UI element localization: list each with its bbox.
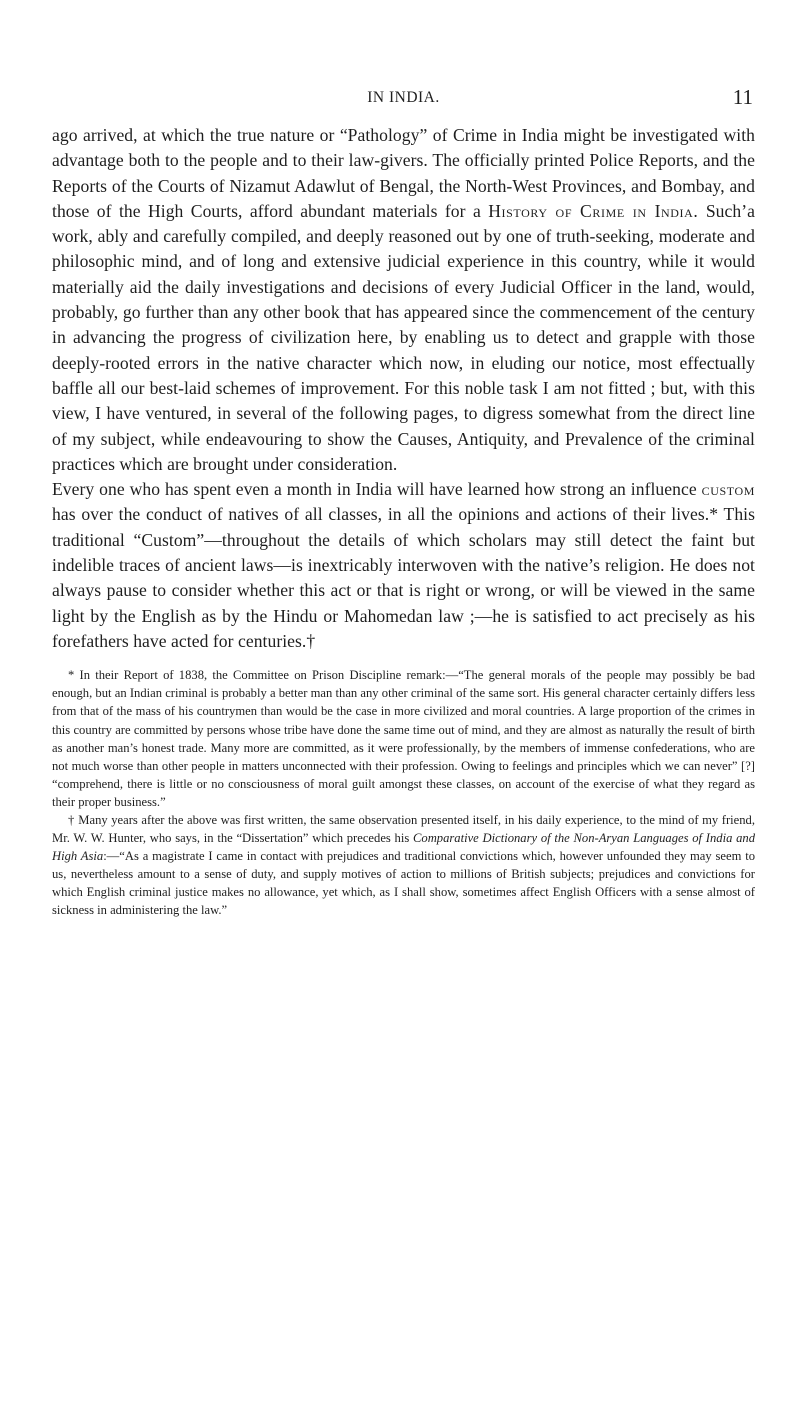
footnote-dagger-part-a: † Many years after the above was first written, the same observation presented itself, in his daily experience, to the mind of my friend, Mr. W. W. Hunter, who says, in the “Dissertation” which precedes his (52, 812, 755, 846)
custom-small-caps: custom (701, 479, 755, 500)
book-title-small-caps: History of Crime in India. (488, 200, 699, 221)
footnote-dagger-part-b: :—“As a magistrate I came in contact with prejudices and traditional convictions which, however unfounded they may seem to us, nevertheless amount to a sense of duty, and supply motives of action to millions of British subjects; prejudices and convictions for which English criminal justice makes no allowance, yet which, as I shall show, sometimes affect English Officers with a sense almost of sickness in administering the law.” (52, 849, 756, 918)
paragraph-2-part-a: Every one who has spent even a month in India will have learned how strong an influence (52, 479, 702, 500)
footnote-dagger (52, 811, 755, 920)
paragraph-1 (52, 123, 755, 477)
running-title: IN INDIA. (367, 89, 440, 106)
page-number: 11 (732, 85, 753, 109)
footnote-asterisk: * In their Report of 1838, the Committee on Prison Discipline remark:—“The general morals of the people may possibly be bad enough, but an Indian criminal is probably a better man than any other criminal of the same sort. His general character certainly differs less from that of the mass of his countrymen than would be the case in more civilized and moral countries. A large proportion of the crimes in this country are committed by persons whose tribe have done the same time out of mind, and they are almost as naturally the result of birth as another man’s honest trade. Many more are committed, as it were professionally, by the members of immense confederations, who are not much worse than other people in matters unconnected with their profession. Owing to feelings and principles which we can never” [?] “comprehend, there is little or no consciousness of moral guilt amongst these classes, on account of the exercise of what they regard as their proper business.” (52, 668, 755, 809)
footnote-book-title: Comparative Dictionary of the Non-Aryan Languages of India and High Asia (52, 831, 756, 864)
paragraph-2-part-b: has over the conduct of natives of all classes, in all the opinions and actions of their lives.* This traditional “Custom”—throughout the details of which scholars may still detect the faint but indelible traces of ancient laws—is inextricably interwoven with the native’s religion. He does not always pause to consider whether this act or that is right or wrong, or will be viewed in the same light by the English as by the Hindu or Mahomedan law ;—he is satisfied to act precisely as his forefathers have acted for centuries.† (52, 504, 755, 651)
book-page (52, 85, 755, 920)
paragraph-2 (52, 477, 755, 654)
paragraph-1-part-a: ago arrived, at which the true nature or “Pathology” of Crime in India might be investigated with advantage both to the people and to their law-givers. The officially printed Police Reports, and the Reports of the Courts of Nizamut Adawlut of Bengal, the North-West Provinces, and Bombay, and those of the High Courts, afford abundant materials for a (52, 125, 755, 221)
paragraph-1-part-b: Such’a work, ably and carefully compiled, and deeply reasoned out by one of truth-seeking, moderate and philosophic mind, and of long and extensive judicial experience in this country, while it would materially aid the daily investigations and decisions of every Judicial Officer in the land, would, probably, go further than any other book that has appeared since the commencement of the century in advancing the progress of civilization here, by enabling us to detect and grapple with those deeply-rooted errors in the native character which now, in eluding our notice, most effectually baffle all our best-laid schemes of improvement. For this noble task I am not fitted ; but, with this view, I have ventured, in several of the following pages, to digress somewhat from the direct line of my subject, while endeavouring to show the Causes, Antiquity, and Prevalence of the criminal practices which are brought under consideration. (52, 200, 755, 474)
body-text (52, 123, 755, 654)
footnotes (52, 666, 755, 919)
running-head (52, 85, 755, 119)
